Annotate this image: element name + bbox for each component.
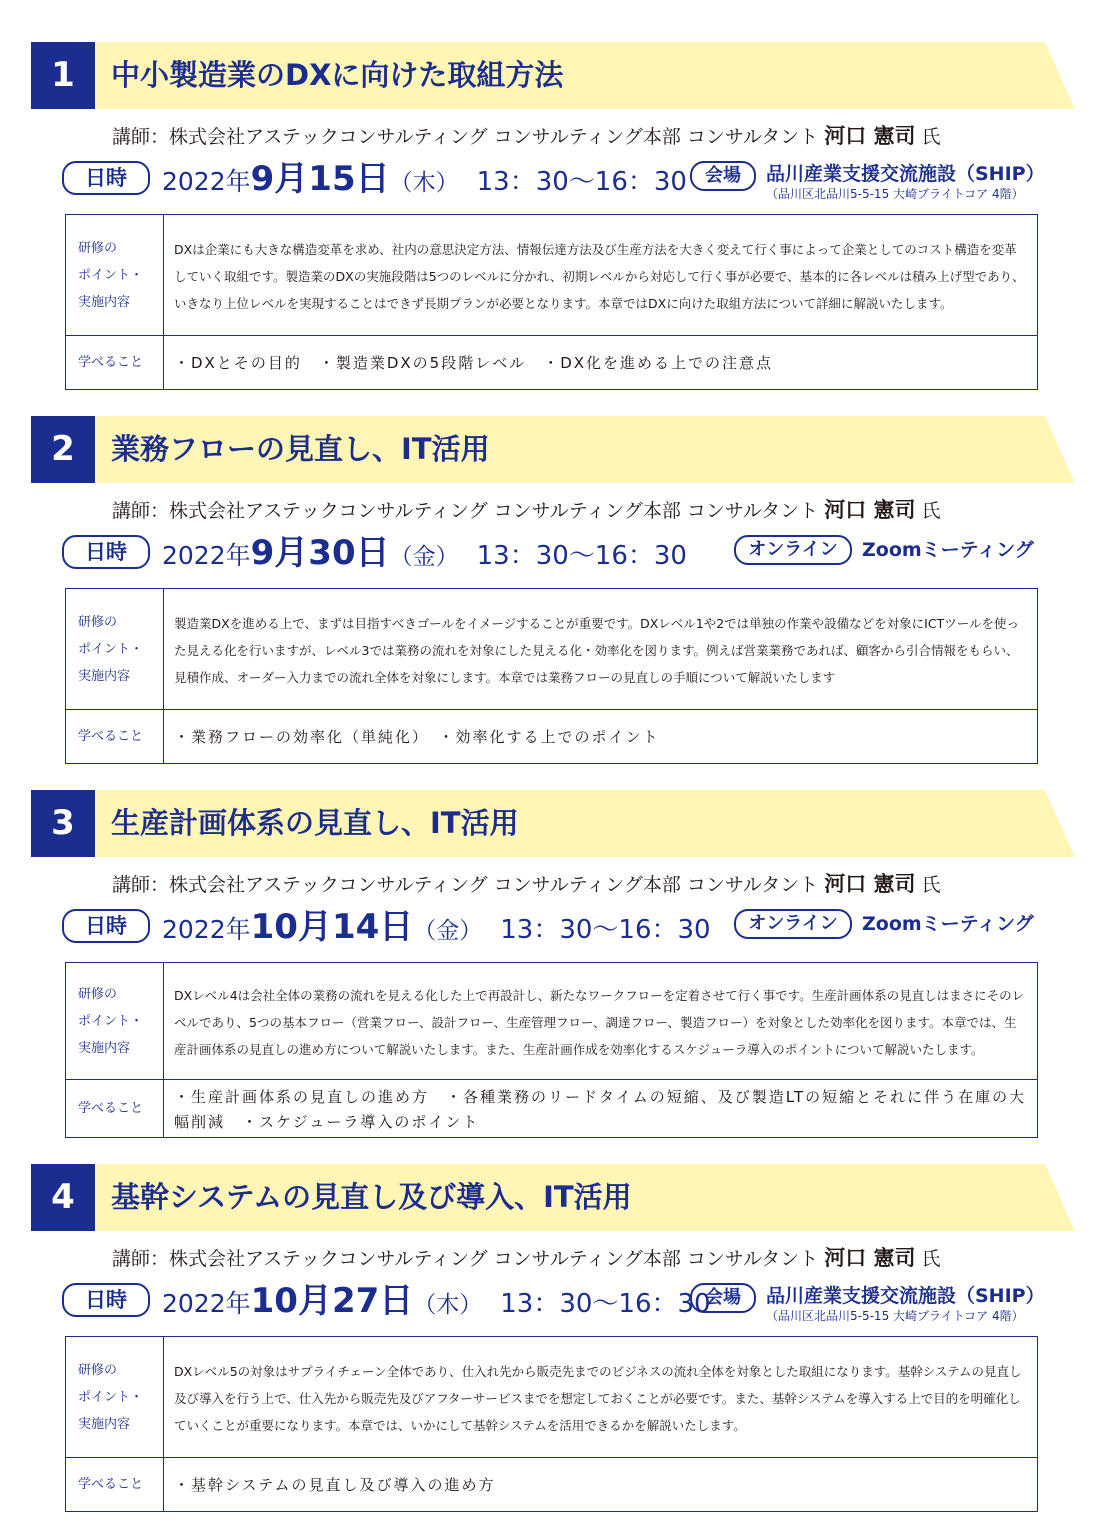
- learn-text: ・生産計画体系の見直しの進め方 ・各種業務のリードタイムの短縮、及び製造LTの短縮とそれに伴う在庫の大幅削減 ・スケジューラ導入のポイント: [174, 1087, 1027, 1131]
- details-table: [65, 214, 1038, 390]
- month-day: 10月27日: [250, 1281, 414, 1321]
- label-line: 実施内容: [78, 1416, 131, 1432]
- date-row: [62, 531, 1072, 581]
- lecturer-name: 河口 憲司: [824, 1246, 916, 1270]
- lecturer-suffix: 氏: [915, 874, 941, 896]
- points-label: [66, 963, 164, 1079]
- month-day: 9月30日: [250, 533, 390, 573]
- time-range: 13：30～16：30: [476, 167, 687, 197]
- session-header: [31, 1164, 1075, 1231]
- date-row: [62, 157, 1072, 207]
- learn-label: 学べること: [66, 710, 164, 763]
- session-header: [31, 790, 1075, 857]
- points-label: [66, 589, 164, 709]
- label-line: 実施内容: [78, 1040, 131, 1056]
- date-label: 日時: [62, 161, 150, 195]
- details-table: [65, 962, 1038, 1138]
- lecturer-name: 河口 憲司: [824, 124, 916, 148]
- date-row: [62, 905, 1072, 955]
- venue-name: 品川産業支援交流施設（SHIP）: [766, 1285, 1045, 1307]
- session-title: 生産計画体系の見直し、IT活用: [111, 806, 519, 840]
- lecturer-line: [112, 871, 941, 898]
- points-label: [66, 215, 164, 335]
- label-line: ポイント・: [78, 1389, 144, 1405]
- lecturer-name: 河口 憲司: [824, 498, 916, 522]
- points-row: [66, 1337, 1037, 1457]
- details-table: [65, 1336, 1038, 1512]
- learn-text: ・業務フローの効率化（単純化） ・効率化する上でのポイント: [174, 728, 660, 746]
- label-line: 研修の: [78, 986, 118, 1002]
- learn-text: ・基幹システムの見直し及び導入の進め方: [174, 1476, 496, 1494]
- session-number: 3: [31, 790, 95, 857]
- points-body: 製造業DXを進める上で、まずは目指すべきゴールをイメージすることが重要です。DXレベル1や2では単独の作業や設備などを対象にICTツールを使った見える化を行いますが、レベル3では業務の流れを対象にした見える化・効率化を図ります。例えば営業業務であれば、顧客から引合情報をもらい、見積作成、オーダー入力までの流れ全体を対象にします。本章では業務フローの見直しの手順について解説いたします: [174, 615, 1019, 685]
- session-number: 2: [31, 416, 95, 483]
- venue-address: （品川区北品川5-5-15 大崎ブライトコア 4階）: [766, 187, 1024, 201]
- date-label: 日時: [62, 1283, 150, 1317]
- venue-address: （品川区北品川5-5-15 大崎ブライトコア 4階）: [766, 1309, 1024, 1323]
- time-range: 13：30～16：30: [476, 541, 687, 571]
- time-range: 13：30～16：30: [500, 1289, 711, 1319]
- label-line: 研修の: [78, 240, 118, 256]
- label-line: ポイント・: [78, 1013, 144, 1029]
- learn-row: [66, 335, 1037, 389]
- label-line: 研修の: [78, 1362, 118, 1378]
- label-line: ポイント・: [78, 267, 144, 283]
- time-range: 13：30～16：30: [500, 915, 711, 945]
- lecturer-suffix: 氏: [915, 500, 941, 522]
- session-number: 1: [31, 42, 95, 109]
- points-row: [66, 215, 1037, 335]
- learn-row: [66, 1457, 1037, 1511]
- session-header: [31, 416, 1075, 483]
- venue-label: 会場: [690, 161, 756, 191]
- date-text: [162, 1279, 711, 1323]
- points-label: [66, 1337, 164, 1457]
- month-day: 10月14日: [250, 907, 414, 947]
- points-body: DXレベル5の対象はサプライチェーン全体であり、仕入れ先から販売先までのビジネスの流れ全体を対象とした取組になります。基幹システムの見直し及び導入を行う上で、仕入先から販売先及びアフターサービスまでを想定しておくことが必要です。また、基幹システムを導入する上で目的を明確化していくことが重要になります。本章では、いかにして基幹システムを活用できるかを解説いたします。: [174, 1363, 1022, 1433]
- day-of-week: （金）: [413, 918, 483, 944]
- points-text: [164, 589, 1037, 709]
- points-text: [164, 963, 1037, 1079]
- lecturer-prefix: 講師：株式会社アステックコンサルティング コンサルティング本部 コンサルタント: [112, 500, 825, 522]
- points-body: DXは企業にも大きな構造変革を求め、社内の意思決定方法、情報伝達方法及び生産方法を大きく変えて行く事によって企業としてのコスト構造を変革していく取組です。製造業のDXの実施段階は5つのレベルに分かれ、初期レベルから対応して行く事が必要で、基本的に各レベルは積み上げ型であり、いきなり上位レベルを実現することはできず長期プランが必要となります。本章ではDXに向けた取組方法について詳細に解説いたします。: [174, 241, 1025, 311]
- date-text: [162, 905, 711, 949]
- lecturer-line: [112, 123, 941, 150]
- venue-label: 会場: [690, 1283, 756, 1313]
- session-title: 業務フローの見直し、IT活用: [111, 432, 490, 466]
- date-text: [162, 531, 687, 575]
- day-of-week: （金）: [389, 544, 459, 570]
- year: 2022年: [162, 541, 251, 570]
- learn-label: 学べること: [66, 1080, 164, 1137]
- year: 2022年: [162, 167, 251, 196]
- day-of-week: （木）: [413, 1292, 483, 1318]
- lecturer-line: [112, 497, 941, 524]
- date-label: 日時: [62, 909, 150, 943]
- details-table: [65, 588, 1038, 764]
- points-body: DXレベル4は会社全体の業務の流れを見える化した上で再設計し、新たなワークフローを定着させて行く事です。生産計画体系の見直しはまさにそのレベルであり、5つの基本フロー（営業フロー、設計フロー、生産管理フロー、調達フロー、製造フロー）を対象とした効率化を図ります。本章では、生産計画体系の見直しの進め方について解説いたします。また、生産計画作成を効率化するスケジューラ導入のポイントについて解説いたします。: [174, 987, 1025, 1057]
- label-line: 研修の: [78, 614, 118, 630]
- month-day: 9月15日: [250, 159, 390, 199]
- session-title: 中小製造業のDXに向けた取組方法: [111, 58, 564, 92]
- venue-name: Zoomミーティング: [862, 539, 1034, 561]
- label-line: 実施内容: [78, 668, 131, 684]
- session-number: 4: [31, 1164, 95, 1231]
- lecturer-suffix: 氏: [915, 126, 941, 148]
- points-text: [164, 215, 1037, 335]
- lecturer-name: 河口 憲司: [824, 872, 916, 896]
- day-of-week: （木）: [389, 170, 459, 196]
- venue-label: オンライン: [734, 909, 852, 939]
- points-text: [164, 1337, 1037, 1457]
- learn-label: 学べること: [66, 336, 164, 389]
- points-row: [66, 963, 1037, 1079]
- year: 2022年: [162, 1289, 251, 1318]
- year: 2022年: [162, 915, 251, 944]
- lecturer-prefix: 講師：株式会社アステックコンサルティング コンサルティング本部 コンサルタント: [112, 1248, 825, 1270]
- learn-text: ・DXとその目的 ・製造業DXの5段階レベル ・DX化を進める上での注意点: [174, 354, 774, 372]
- learn-label: 学べること: [66, 1458, 164, 1511]
- label-line: ポイント・: [78, 641, 144, 657]
- learn-row: [66, 1079, 1037, 1137]
- venue-name: Zoomミーティング: [862, 913, 1034, 935]
- date-label: 日時: [62, 535, 150, 569]
- points-row: [66, 589, 1037, 709]
- session-title: 基幹システムの見直し及び導入、IT活用: [111, 1180, 632, 1214]
- venue-name: 品川産業支援交流施設（SHIP）: [766, 163, 1045, 185]
- lecturer-suffix: 氏: [915, 1248, 941, 1270]
- date-row: [62, 1279, 1072, 1329]
- venue-label: オンライン: [734, 535, 852, 565]
- learn-row: [66, 709, 1037, 763]
- lecturer-line: [112, 1245, 941, 1272]
- session-header: [31, 42, 1075, 109]
- lecturer-prefix: 講師：株式会社アステックコンサルティング コンサルティング本部 コンサルタント: [112, 874, 825, 896]
- label-line: 実施内容: [78, 294, 131, 310]
- lecturer-prefix: 講師：株式会社アステックコンサルティング コンサルティング本部 コンサルタント: [112, 126, 825, 148]
- date-text: [162, 157, 687, 201]
